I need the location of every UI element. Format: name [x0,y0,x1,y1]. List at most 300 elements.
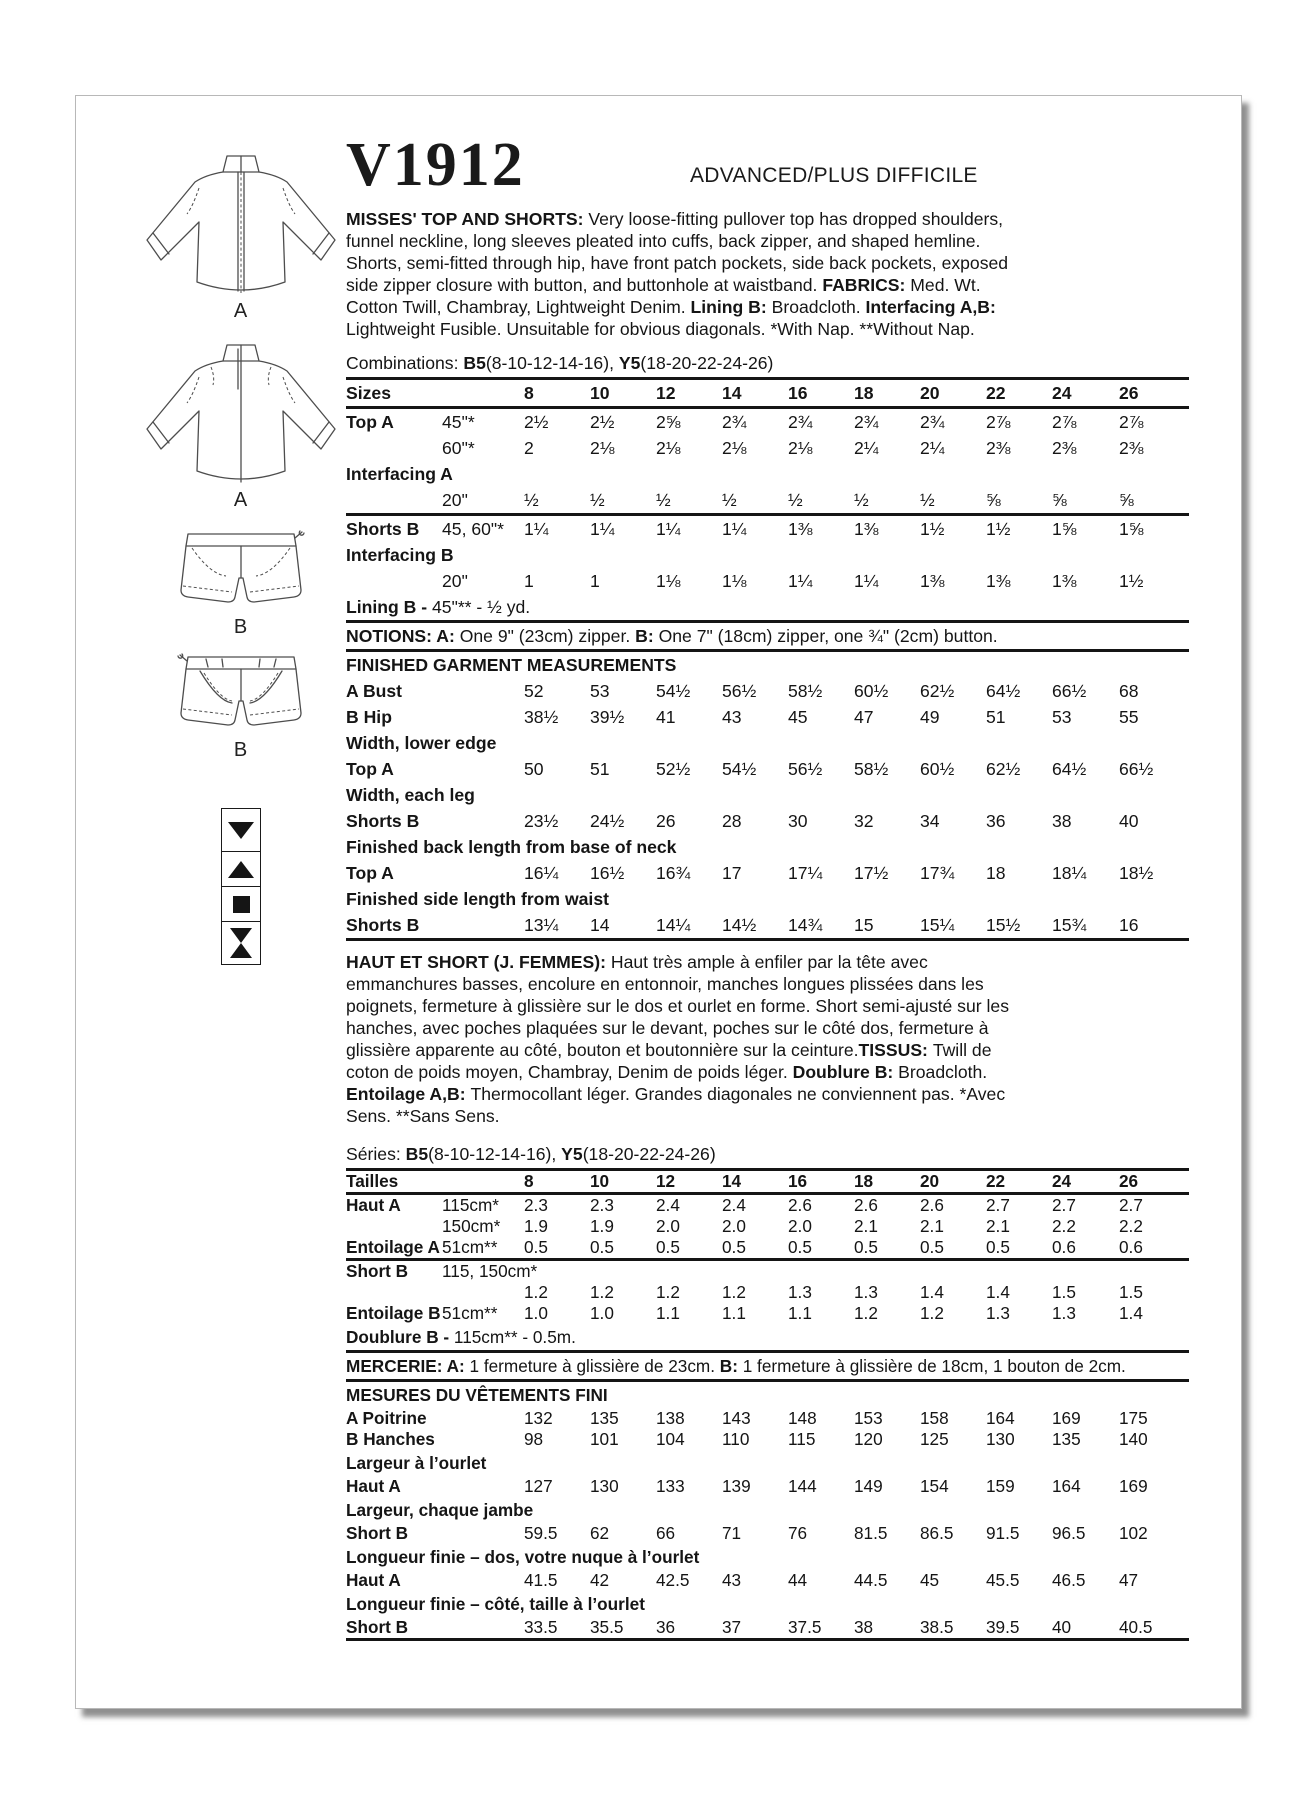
text-run: Largeur, chaque jambe [346,1500,534,1520]
table-cell: 159 [986,1476,1015,1496]
table-cell: ⅝ [1119,487,1189,515]
table-cell: 16¾ [656,862,691,883]
table-cell [346,651,1189,679]
table-cell: 2.3 [590,1195,614,1215]
table-cell: 144 [788,1476,817,1496]
table-cell: 0.5 [656,1237,722,1260]
text-run: Width, each leg [346,785,475,805]
table-cell: 12 [656,379,722,408]
table-cell: 33.5 [524,1617,590,1640]
table-cell: 2¼ [854,437,879,458]
table-cell: 1.2 [590,1282,614,1302]
table-cell: Short B [346,1523,409,1543]
table-cell: 49 [920,706,940,727]
table-cell: 14 [722,379,788,408]
table-row [346,1260,1189,1283]
table-cell: 2.7 [986,1195,1010,1215]
table-cell [1052,1260,1119,1283]
table-cell: 22 [986,1170,1052,1194]
table-cell: 164 [1052,1476,1081,1496]
table-cell: 132 [524,1408,553,1428]
table-cell: 66½ [1052,680,1087,701]
table-cell: 1½ [920,518,945,539]
table-cell: Shorts B [346,912,442,940]
table-cell: 1.2 [854,1303,878,1323]
table-cell: 130 [590,1476,619,1496]
table-cell: 45, 60"* [442,518,505,539]
table-cell: 16½ [590,862,625,883]
table-cell [346,1352,1189,1381]
table-cell: 125 [920,1429,949,1449]
table-row [346,594,1189,622]
table-cell: 130 [986,1429,1015,1449]
table-cell: 2⅛ [788,437,813,458]
table-cell: 51 [590,758,610,779]
table-cell [442,756,524,782]
table-cell: 38.5 [920,1617,986,1640]
text-run: Very loose-fitting pullover top has dropped shoulders, funnel neckline, long sleeves pleated into cuffs, back zipper, and shaped hemline. Shorts, semi-fitted through hip, have front patch pockets, side back pockets, exposed side zipper closure with button, and buttonhole at waistband. [346,209,1009,295]
table-cell: 140 [1119,1429,1148,1449]
table-cell: 148 [788,1408,817,1428]
table-cell [442,1476,524,1497]
table-cell: 20 [920,379,986,408]
figure-label: B [233,739,249,761]
table-cell [920,1260,986,1283]
table-cell: 45.5 [986,1570,1020,1590]
top-a-drawing-2 [141,337,341,487]
table-cell: 1.2 [524,1282,548,1302]
table-cell: 1.3 [986,1303,1010,1323]
table-cell: 1½ [986,518,1011,539]
table-cell: 2⅛ [590,437,615,458]
table-cell: 1⅜ [986,570,1011,591]
table-cell: 2.2 [1119,1216,1143,1236]
text-run: MESURES DU VÊTEMENTS FINI [346,1385,608,1405]
table-cell [1119,1260,1189,1283]
table-cell: 2½ [524,411,549,432]
table-cell: 18¼ [1052,862,1087,883]
table-cell: 2.1 [920,1216,944,1236]
table-cell: 52 [524,680,544,701]
table-cell: 15¾ [1052,912,1119,940]
text-run: Interfacing B [346,545,454,565]
text-run: Haut très ample à enfiler par la tête avec emmanchures basses, encolure en entonnoir, manches longues plissées dans les poignets, fermeture à glissière sur le dos et ourlet en forme. Short semi-ajusté sur les hanches, avec poches plaquées sur le devant, poches sur le côté dos, fermeture à glissière apparente au côté, bouton et boutonnière sur la ceinture. [346,952,1009,1060]
table-row [346,1216,1189,1237]
table-cell: 26 [656,810,676,831]
table-cell: 1.4 [920,1282,944,1302]
table-cell: 2¾ [920,411,945,432]
text-run: (8-10-12-14-16), [428,1144,562,1164]
table-cell: 0.5 [788,1237,854,1260]
table-cell: 2.6 [920,1195,944,1215]
table-cell [442,808,524,834]
table-cell: Shorts B [346,518,420,539]
text-run: Largeur à l’ourlet [346,1453,487,1473]
table-cell: 37.5 [788,1617,854,1640]
text-run: One 9" (23cm) zipper. [459,626,636,646]
table-cell [442,379,524,408]
table-cell: 169 [1119,1476,1148,1496]
table-row [346,1282,1189,1303]
table-cell: 34 [920,810,940,831]
table-cell: 0.5 [722,1237,788,1260]
table-cell: 1.4 [1119,1303,1143,1323]
table-cell: 43 [722,1570,742,1590]
table-cell: 36 [656,1617,722,1640]
shorts-b-back-drawing [166,653,316,737]
table-row [346,622,1189,651]
table-cell: Sizes [346,379,442,408]
table-cell: 2.0 [788,1216,812,1236]
table-cell: 62 [590,1523,610,1543]
table-cell [346,1324,1189,1352]
text-run: Y5 [561,1144,583,1164]
table-cell: 16¼ [524,862,559,883]
text-run: B: [635,626,659,646]
text-run: One 7" (18cm) zipper, one ¾" (2cm) button. [658,626,998,646]
table-cell: 53 [590,680,610,701]
table-cell: 1.1 [722,1303,746,1323]
table-cell: 1.9 [590,1216,614,1236]
table-cell [346,1381,1189,1409]
text-run: B5 [405,1144,429,1164]
table-cell: 53 [1052,706,1072,727]
table-row [346,808,1189,834]
table-cell: 18½ [1119,862,1154,883]
text-run: Lining B: [690,297,772,317]
table-row [346,782,1189,808]
table-cell: 55 [1119,706,1139,727]
table-row [346,1194,1189,1217]
text-run: Entoilage A,B: [346,1084,471,1104]
table-cell: 1.2 [920,1303,944,1323]
table-cell: 42.5 [656,1570,690,1590]
text-run: Lightweight Fusible. Unsuitable for obvious diagonals. *With Nap. **Without Nap. [346,319,975,339]
table-cell: 1⅜ [1052,570,1077,591]
table-cell [346,461,1189,487]
table-cell [854,1260,920,1283]
table-cell: 2⅜ [986,437,1011,458]
table-cell [346,568,442,594]
table-cell: 96.5 [1052,1523,1086,1543]
table-cell: 115cm* [442,1195,499,1215]
table-cell: 13¼ [524,912,590,940]
table-cell: 51cm** [442,1237,524,1260]
series-line [346,1143,1189,1165]
table-cell: 66½ [1119,758,1154,779]
table-cell: 1⅜ [788,518,813,539]
table-cell: 1¼ [854,570,879,591]
table-cell [656,1260,722,1283]
table-cell: Haut A [346,1476,401,1496]
table-row [346,515,1189,543]
table-cell: 28 [722,810,742,831]
table-cell: 150cm* [442,1216,501,1236]
table-cell: 24 [1052,379,1119,408]
text-run: Thermocollant léger. Grandes diagonales ne conviennent pas. *Avec Sens. **Sans Sens. [346,1084,1006,1126]
table-cell: 2½ [590,411,615,432]
text-run: Doublure B: [792,1062,899,1082]
table-cell: 23½ [524,810,559,831]
table-row [346,1476,1189,1497]
table-cell [346,730,1189,756]
text-run: Doublure B - [346,1327,454,1347]
table-cell: 1.9 [524,1216,548,1236]
text-run: 1 fermeture à glissière de 23cm. [469,1356,720,1376]
table-cell: 44.5 [854,1570,888,1590]
table-cell: 2⅜ [1119,437,1144,458]
table-row [346,461,1189,487]
table-cell: 1.0 [524,1303,548,1323]
table-cell: 2.0 [656,1216,680,1236]
table-cell: 2.3 [524,1195,548,1215]
table-cell: 2.4 [722,1195,746,1215]
table-cell: 2¾ [722,411,747,432]
text-run: Width, lower edge [346,733,497,753]
table-cell: 20" [442,487,524,515]
table-cell: 104 [656,1429,685,1449]
text-run: Broadcloth. [898,1062,988,1082]
table-cell: 158 [920,1408,949,1428]
table-cell: 32 [854,810,874,831]
text-run: Finished back length from base of neck [346,837,677,857]
table-cell: 135 [590,1408,619,1428]
table-cell: 64½ [1052,758,1087,779]
table-cell [346,594,1189,622]
table-cell [346,782,1189,808]
table-cell [346,834,1189,860]
table-cell: 62½ [986,758,1021,779]
table-cell [442,1523,524,1544]
table-cell: 0.5 [524,1237,590,1260]
text-run: FINISHED GARMENT MEASUREMENTS [346,655,677,675]
table-cell: 2⅜ [1052,437,1077,458]
table-cell: Top A [346,758,394,779]
table-cell: 2¾ [854,411,879,432]
table-cell: 41 [656,706,676,727]
table-cell: 8 [524,1170,590,1194]
table-cell: 127 [524,1476,553,1496]
table-cell: 47 [854,706,874,727]
table-cell [346,1282,442,1303]
text-run: (8-10-12-14-16), [485,353,619,373]
text-run: Longueur finie – côté, taille à l’ourlet [346,1594,645,1614]
combinations-line [346,352,1189,374]
table-cell: 58½ [788,680,823,701]
table-cell [346,622,1189,651]
table-cell [442,1408,524,1429]
text-run: (18-20-22-24-26) [640,353,774,373]
table-cell: 45 [788,706,808,727]
table-cell: 2⅞ [1119,411,1144,432]
table-cell: 1⅛ [722,570,747,591]
shorts-b-front [131,530,351,639]
table-row [346,435,1189,461]
text-run: 1 fermeture à glissière de 18cm, 1 bouton de 2cm. [742,1356,1126,1376]
table-cell: 2.1 [854,1216,878,1236]
table-cell: Short B [346,1261,409,1281]
table-cell: 1.2 [722,1282,746,1302]
table-cell [442,1282,524,1303]
table-row [346,542,1189,568]
table-cell: 38½ [524,706,559,727]
difficulty-level: ADVANCED/PLUS DIFFICILE [690,164,978,187]
table-cell: 1⅝ [1119,518,1144,539]
table-cell: 86.5 [920,1523,954,1543]
pattern-number: V1912 [346,131,525,199]
table-cell: 139 [722,1476,751,1496]
table-cell: 17½ [854,862,889,883]
table-cell: ½ [590,487,656,515]
text-run: Longueur finie – dos, votre nuque à l’ourlet [346,1547,700,1567]
table-cell: 138 [656,1408,685,1428]
table-cell: 76 [788,1523,808,1543]
table-cell [346,1450,1189,1476]
table-cell: B Hanches [346,1429,435,1449]
table-row [346,1544,1189,1570]
table-cell: 120 [854,1429,883,1449]
table-cell: B Hip [346,706,392,727]
figure-label: B [233,616,249,638]
table-cell: ½ [920,487,986,515]
text-run: Interfacing A,B: [865,297,996,317]
text-run: Séries: [346,1144,406,1164]
table-cell: 1.2 [656,1282,680,1302]
table-cell: ½ [722,487,788,515]
table-cell: Shorts B [346,810,420,831]
table-cell: 16 [1119,912,1189,940]
table-cell: 115, 150cm* [442,1261,538,1281]
table-cell: 0.5 [986,1237,1052,1260]
text-run: FABRICS: [822,275,911,295]
table-cell: ½ [656,487,722,515]
table-row [346,1408,1189,1429]
text-run: 115cm** - 0.5m. [453,1327,576,1347]
table-cell: 101 [590,1429,619,1449]
table-cell: 15¼ [920,912,986,940]
table-cell: 0.5 [854,1237,920,1260]
table-cell [442,1170,524,1194]
table-cell: 38 [854,1617,920,1640]
text-run: Finished side length from waist [346,889,609,909]
table-cell: 1.3 [854,1282,878,1302]
table-cell: 2.7 [1052,1195,1076,1215]
table-cell [590,1260,656,1283]
table-cell: 60½ [920,758,955,779]
table-cell [346,1216,442,1237]
table-cell [442,1617,524,1640]
table-row [346,834,1189,860]
table-row [346,730,1189,756]
table-cell: 110 [722,1429,750,1449]
table-cell [986,1260,1052,1283]
table-cell: ½ [854,487,920,515]
table-cell: 0.5 [590,1237,656,1260]
table-cell: 54½ [722,758,757,779]
table-cell: A Poitrine [346,1408,427,1428]
table-cell: 2¾ [788,411,813,432]
text-run: Med. Wt. Cotton Twill, Chambray, Lightweight Denim. [346,275,981,317]
table-cell: Tailles [346,1170,442,1194]
table-row [346,678,1189,704]
table-cell: 1¼ [524,518,549,539]
text-run: Interfacing A [346,464,453,484]
table-cell: 1 [590,570,600,591]
table-cell: 24½ [590,810,625,831]
table-cell: 26 [1119,1170,1189,1194]
table-cell: 26 [1119,379,1189,408]
table-row [346,1617,1189,1640]
yardage-table-french [346,1168,1189,1641]
top-a-view-2 [131,337,351,512]
table-cell: A Bust [346,680,403,701]
table-cell: Entoilage A [346,1237,442,1260]
table-cell: 1.0 [590,1303,614,1323]
table-cell: 56½ [788,758,823,779]
table-cell: 20 [920,1170,986,1194]
table-cell: 1⅛ [656,570,681,591]
text-run: MISSES' TOP AND SHORTS: [346,209,589,229]
table-cell [442,1570,524,1591]
table-cell: 15½ [986,912,1052,940]
table-cell: 2⅞ [986,411,1011,432]
table-cell: 2.4 [656,1195,680,1215]
table-cell: 45 [920,1570,940,1590]
text-run: Twill de coton de poids moyen, Chambray, Denim de poids léger. [346,1040,992,1082]
table-cell: 38 [1052,810,1072,831]
table-cell: 36 [986,810,1006,831]
table-row [346,1523,1189,1544]
table-row [346,886,1189,912]
table-cell: 0.6 [1052,1237,1119,1260]
table-cell: 133 [656,1476,685,1496]
table-cell: 52½ [656,758,691,779]
table-cell: 91.5 [986,1523,1020,1543]
description-french [346,951,1018,1127]
table-cell: 2⅝ [656,411,681,432]
table-cell: 43 [722,706,742,727]
table-cell: 68 [1119,680,1139,701]
description-english [346,208,1018,340]
table-cell [346,1497,1189,1523]
table-cell: 12 [656,1170,722,1194]
table-cell: 2⅞ [1052,411,1077,432]
table-cell: ½ [524,487,590,515]
figure-column [131,148,351,965]
table-cell [346,1591,1189,1617]
table-cell: 135 [1052,1429,1081,1449]
triangle-up-icon [221,852,261,887]
table-cell: Short B [346,1617,442,1640]
table-cell: 14 [590,912,656,940]
table-cell: 2.0 [722,1216,746,1236]
table-cell: 169 [1052,1408,1081,1428]
table-cell: 1½ [1119,570,1144,591]
table-cell: 1.3 [788,1282,812,1302]
text-run: B5 [463,353,486,373]
table-cell [722,1260,788,1283]
table-row [346,568,1189,594]
table-cell: 30 [788,810,808,831]
table-cell: 2¼ [920,437,945,458]
top-a-drawing-1 [141,148,341,298]
table-cell: 71 [722,1523,742,1543]
table-cell: 22 [986,379,1052,408]
triangle-down-icon [221,808,261,852]
table-cell: 1.5 [1119,1282,1143,1302]
table-cell: 45"* [442,411,475,432]
hourglass-icon [221,922,261,965]
